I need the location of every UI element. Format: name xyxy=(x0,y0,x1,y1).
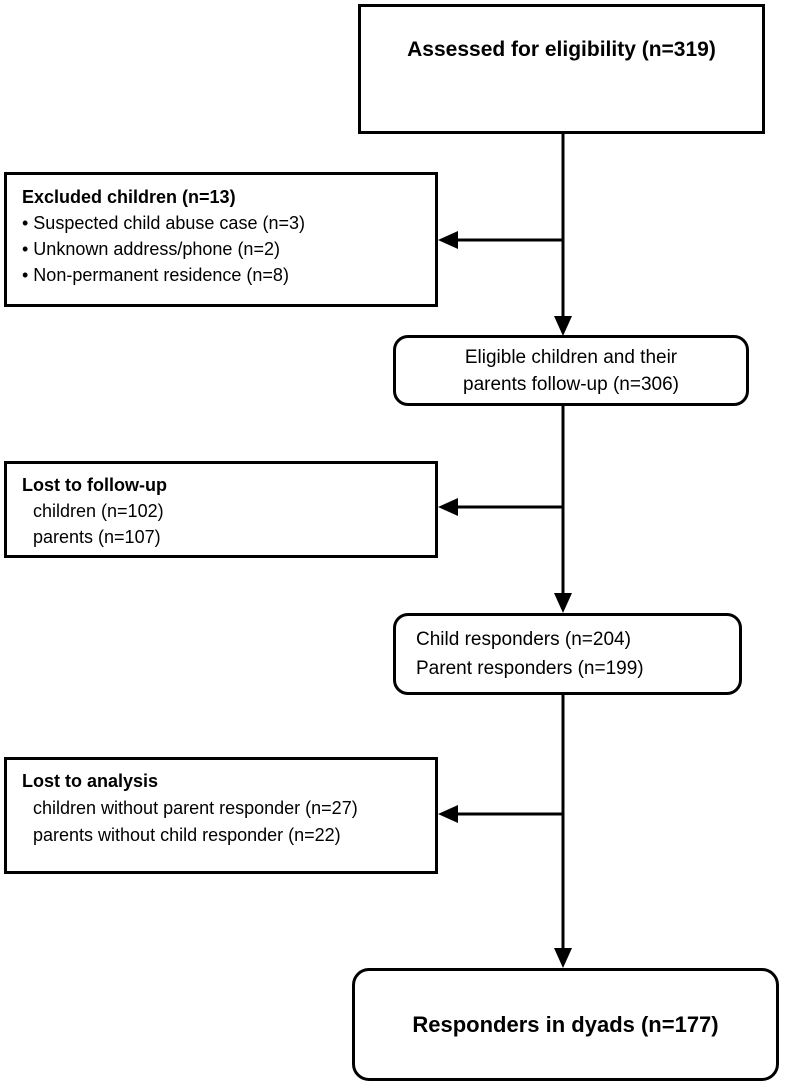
responders-line: Parent responders (n=199) xyxy=(416,658,644,679)
lost-to-followup-item: children (n=102) xyxy=(33,501,164,521)
excluded-reason-item: • Non-permanent residence (n=8) xyxy=(22,265,289,285)
excluded-children-title: Excluded children (n=13) xyxy=(22,187,236,207)
eligible-children-line: Eligible children and their xyxy=(464,346,678,368)
lost-to-analysis-item: children without parent responder (n=27) xyxy=(33,798,358,818)
excluded-reason-item: • Suspected child abuse case (n=3) xyxy=(22,213,305,233)
responders-in-dyads-label: Responders in dyads (n=177) xyxy=(412,1011,719,1037)
lost-to-analysis-title: Lost to analysis xyxy=(22,771,159,791)
eligible-children-box xyxy=(393,335,749,406)
arrowhead-to-eligible xyxy=(554,316,572,336)
excluded-children-box xyxy=(4,172,438,307)
assessed-eligibility-box xyxy=(358,4,765,134)
excluded-reason-item: • Unknown address/phone (n=2) xyxy=(22,239,280,259)
arrowhead-to-lost-analysis xyxy=(438,805,458,823)
lost-to-followup-item: parents (n=107) xyxy=(33,527,161,547)
lost-to-analysis-item: parents without child responder (n=22) xyxy=(33,825,341,845)
eligible-children-line: parents follow-up (n=306) xyxy=(463,373,679,395)
lost-to-analysis-box xyxy=(4,757,438,874)
responders-line: Child responders (n=204) xyxy=(416,629,631,650)
lost-to-followup-box xyxy=(4,461,438,558)
arrowhead-to-responders xyxy=(554,593,572,613)
responders-box xyxy=(393,613,742,695)
arrowhead-to-lost-followup xyxy=(438,498,458,516)
arrowhead-to-excluded xyxy=(438,231,458,249)
responders-in-dyads-box xyxy=(352,968,779,1081)
lost-to-followup-title: Lost to follow-up xyxy=(22,475,167,495)
arrowhead-to-dyads xyxy=(554,948,572,968)
assessed-eligibility-label: Assessed for eligibility (n=319) xyxy=(407,38,716,61)
